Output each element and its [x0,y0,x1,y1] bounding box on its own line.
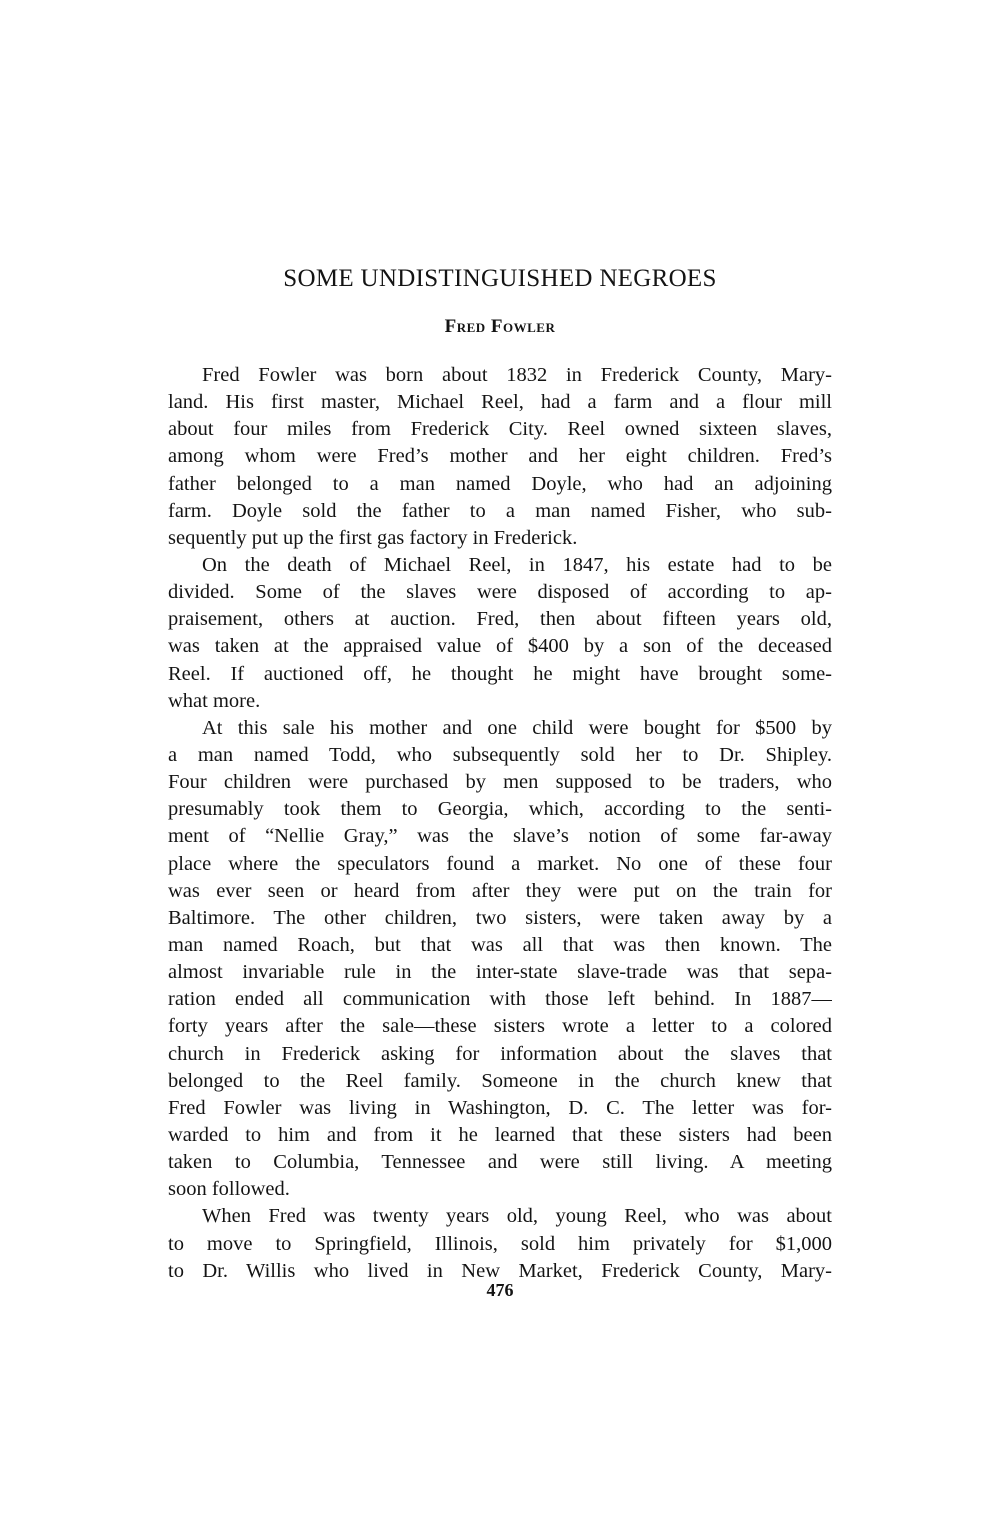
text-line: At this sale his mother and one child were bought for $500 by [202,716,832,739]
text-line: When Fred was twenty years old, young Reel, who was about [202,1205,832,1228]
text-line: was ever seen or heard from after they were put on the train for [168,879,832,902]
text-line: man named Roach, but that was all that was then known. The [168,933,832,956]
text-line: father belonged to a man named Doyle, who had an adjoining [168,472,832,495]
body-text [168,362,832,1285]
text-line: warded to him and from it he learned that these sisters had been [168,1123,832,1146]
text-line: On the death of Michael Reel, in 1847, his estate had to be [202,553,832,576]
text-line: land. His first master, Michael Reel, had a farm and a flour mill [168,391,832,414]
text-line: forty years after the sale—these sisters wrote a letter to a colored [168,1015,832,1038]
text-line: place where the speculators found a market. No one of these four [168,852,832,875]
text-line: Baltimore. The other children, two sisters, were taken away by a [168,906,832,929]
text-line: Reel. If auctioned off, he thought he might have brought some- [168,662,832,685]
text-line: taken to Columbia, Tennessee and were still living. A meeting [168,1151,832,1174]
text-line: divided. Some of the slaves were disposed of according to ap- [168,581,832,604]
text-line: among whom were Fred’s mother and her eight children. Fred’s [168,445,832,468]
text-line: praisement, others at auction. Fred, then about fifteen years old, [168,608,832,631]
text-line: to Dr. Willis who lived in New Market, Frederick County, Mary- [168,1259,832,1282]
text-line: Fred Fowler was living in Washington, D. C. The letter was for- [168,1096,832,1119]
text-line: presumably took them to Georgia, which, according to the senti- [168,798,832,821]
page-title: SOME UNDISTINGUISHED NEGROES [283,265,717,292]
text-line: Fred Fowler was born about 1832 in Frederick County, Mary- [202,364,832,386]
text-line: was taken at the appraised value of $400 by a son of the deceased [168,635,832,658]
text-line: about four miles from Frederick City. Reel owned sixteen slaves, [168,418,832,441]
text-line: farm. Doyle sold the father to a man named Fisher, who sub- [168,499,832,522]
text-line: to move to Springfield, Illinois, sold him privately for $1,000 [168,1232,832,1255]
text-line: ment of “Nellie Gray,” was the slave’s notion of some far-away [168,825,832,848]
text-line: church in Frederick asking for information about the slaves that [168,1042,832,1065]
text-line: ration ended all communication with those left behind. In 1887— [168,988,832,1011]
text-line: a man named Todd, who subsequently sold her to Dr. Shipley. [168,743,832,766]
text-line: almost invariable rule in the inter-state slave-trade was that sepa- [168,961,832,984]
article-author-heading: Fred Fowler [444,316,556,337]
text-line: what more. [168,689,261,712]
text-line: sequently put up the first gas factory in Frederick. [168,526,578,549]
page-number: 476 [486,1280,514,1300]
text-line: soon followed. [168,1178,290,1201]
text-line: belonged to the Reel family. Someone in the church knew that [168,1069,832,1092]
text-line: Four children were purchased by men supposed to be traders, who [168,771,832,794]
